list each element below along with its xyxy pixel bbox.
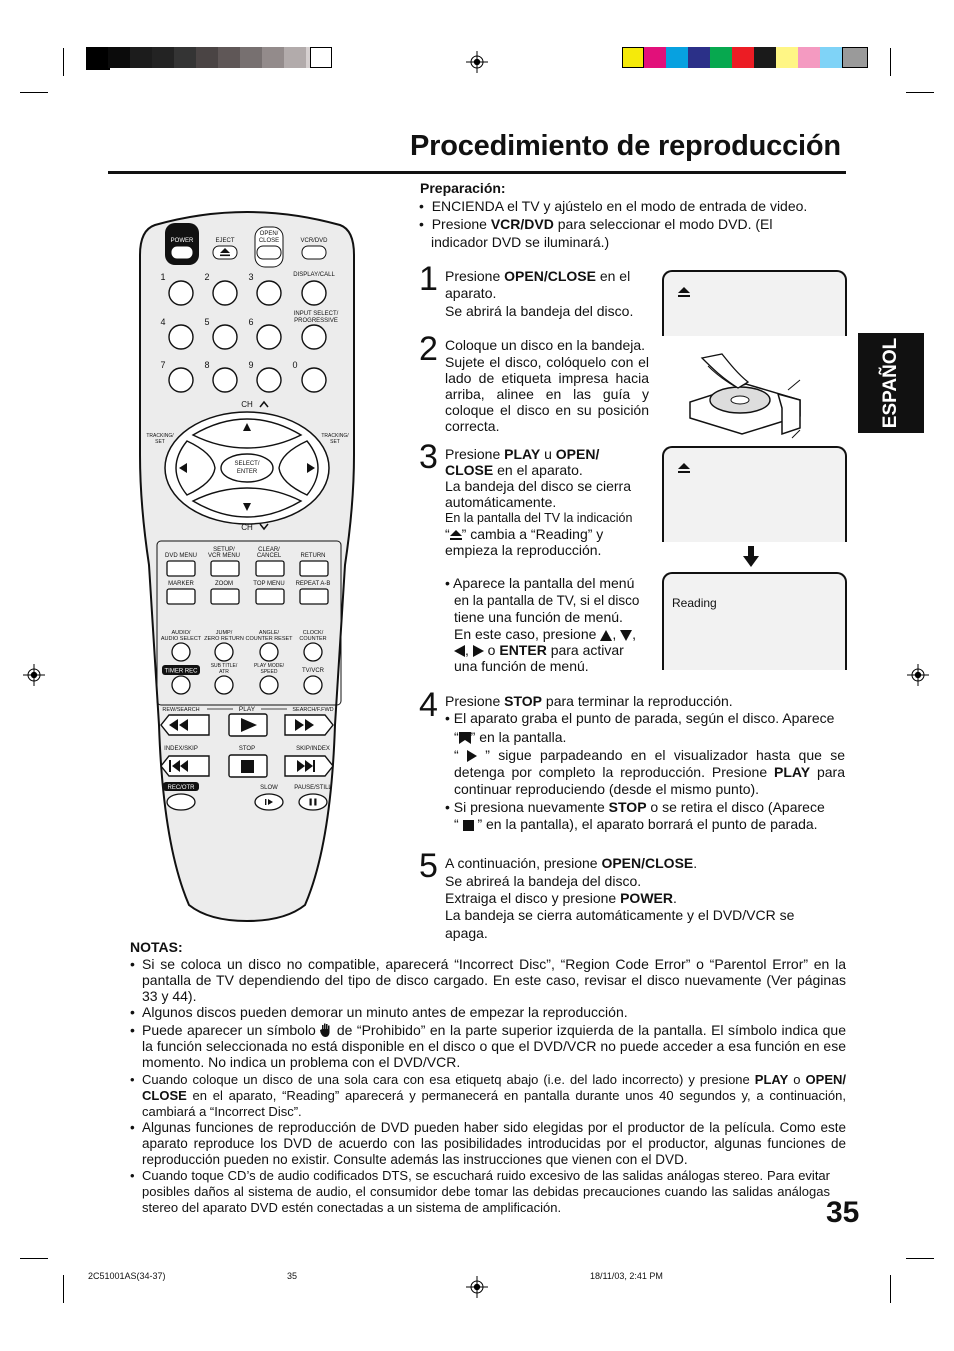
- digit-label: 5: [204, 317, 210, 327]
- setup-button[interactable]: [211, 561, 239, 576]
- tv-screen: [662, 572, 847, 670]
- step-3-menu-text: tiene una función de menú.: [454, 609, 623, 625]
- text: OPEN/CLOSE: [601, 855, 694, 871]
- step-3-text: [445, 446, 599, 463]
- step-3-menu-text: En este caso, presione , ,: [454, 626, 636, 642]
- disc-tray-illustration: [682, 350, 806, 440]
- down-arrow-icon: [620, 630, 632, 641]
- top-menu-label: TOP MENU: [253, 581, 285, 587]
- preparation-text: ENCIENDA el TV y ajústelo en el modo de entrada de video.: [431, 198, 808, 214]
- digit-label: 9: [248, 360, 254, 370]
- return-button[interactable]: [300, 561, 328, 576]
- step-3-text: En la pantalla del TV la indicación: [445, 511, 633, 525]
- dvd-menu-label: DVD MENU: [164, 553, 198, 559]
- text: Presione: [445, 693, 505, 709]
- step-2-text: lado de etiqueta impresa hacia: [445, 370, 649, 386]
- step-3-text: La bandeja del disco se cierra: [445, 478, 632, 494]
- digit-4-button[interactable]: [169, 325, 193, 349]
- step-2-text: correcta.: [445, 418, 500, 434]
- repeat-label: REPEAT A-B: [295, 581, 331, 587]
- remote-control: [135, 205, 360, 925]
- screen-text: Reading: [672, 596, 717, 610]
- language-tab: [858, 333, 924, 433]
- step-number: 4: [419, 686, 438, 724]
- stop-label: STOP: [238, 746, 256, 752]
- text: ” en la pantalla.: [470, 729, 567, 745]
- step-4-text: “ ” en la pantalla.: [454, 729, 567, 745]
- digit-label: 7: [160, 360, 166, 370]
- stop-icon: [463, 820, 474, 831]
- zoom-button[interactable]: [211, 589, 239, 604]
- note-text: Algunos discos pueden demorar un minuto antes de empezar la reproducción.: [142, 1004, 628, 1020]
- select-enter-button[interactable]: [221, 454, 273, 482]
- open-close-label: CLOSE: [258, 238, 280, 244]
- timer-rec-label: TIMER REC: [164, 668, 198, 675]
- page-number: 35: [826, 1196, 860, 1229]
- note-text: o: [788, 1072, 806, 1087]
- jump-label: ZERO RETURN: [204, 636, 244, 642]
- note-text: PLAY: [754, 1072, 789, 1087]
- note-text: OPEN/ CLOSE: [142, 1072, 846, 1103]
- language-tab-label: ESPAÑOL: [880, 337, 901, 429]
- tracking-label: TRACKING/: [146, 433, 174, 439]
- resume-marker-icon: [459, 732, 471, 744]
- text: PLAY: [774, 764, 811, 780]
- text: POWER: [620, 890, 673, 906]
- pause-label: PAUSE/STILL: [294, 785, 332, 791]
- input-select-label: PROGRESSIVE: [294, 318, 338, 324]
- step-3-text: automáticamente.: [445, 494, 557, 510]
- step-5-text: La bandeja se cierra automáticamente y el DVD/VCR se: [445, 907, 795, 923]
- notes-heading: NOTAS:: [130, 939, 183, 955]
- eject-icon: [678, 287, 690, 298]
- digit-label: 1: [160, 272, 166, 282]
- step-5-text: [445, 855, 697, 872]
- digit-label: 8: [204, 360, 210, 370]
- step-2-text: Coloque un disco en la bandeja.: [445, 337, 646, 353]
- step-4-text: [445, 799, 825, 816]
- step-2-text: Sujete el disco, colóquelo con el: [445, 354, 649, 370]
- digit-label: 0: [292, 360, 298, 370]
- text: .: [672, 890, 677, 906]
- eject-icon: [220, 255, 230, 257]
- marker-button[interactable]: [167, 589, 195, 604]
- digit-8-button[interactable]: [213, 368, 237, 392]
- dvd-menu-button[interactable]: [167, 561, 195, 576]
- skip-back-icon: [169, 760, 171, 772]
- text: para: [810, 764, 845, 780]
- tracking-label: TRACKING/: [321, 433, 349, 439]
- text: .: [693, 855, 698, 871]
- text: ” en la pantalla), el aparato borrará el punto de parada.: [477, 816, 818, 832]
- clock-label: COUNTER: [299, 636, 327, 642]
- registration-mark-icon: [907, 664, 929, 686]
- text: Extraiga el disco y presione: [445, 890, 621, 906]
- open-close-button[interactable]: [257, 246, 281, 259]
- note-text: de “Prohibido” en la parte superior izquierda de la pantalla. El símbolo indica que la función seleccionada no está disponible en el disco o que el DVD/VCR no puede acceder a esa función en ese momento. No indica un problema con el DVD/VCR.: [142, 1022, 846, 1070]
- text: • Si presiona nuevamente: [445, 799, 609, 815]
- skip-forward-icon: [313, 760, 315, 772]
- pause-icon: [314, 799, 316, 806]
- preparation-bullet: • Presione VCR/DVD para seleccionar el modo DVD. (El: [419, 216, 773, 232]
- text: “: [445, 526, 450, 542]
- text: ” cambia a “Reading” y: [461, 526, 604, 542]
- step-number: 1: [419, 260, 438, 298]
- digit-7-button[interactable]: [169, 368, 193, 392]
- up-arrow-icon: [600, 630, 612, 641]
- text: u: [540, 446, 556, 462]
- zoom-label: ZOOM: [215, 581, 233, 587]
- ch-down-label: CH: [241, 523, 253, 532]
- note-text: en el aparato, “Reading” aparecerá y permanecerá en pantalla durante unos 40 segundos y, a continuación, cambiará a “Incorrect Disc”.: [142, 1088, 846, 1119]
- jump-label: JUMP/: [215, 630, 233, 636]
- play-mode-label: PLAY MODE/: [253, 663, 285, 669]
- jump-button[interactable]: [215, 643, 233, 661]
- note-item: • Algunas funciones de reproducción de DVD pueden haber sido elegidas por el productor de la película. Como este aparato reproduce los DVD de acuerdo con las posibilidades introducidas por el productor, algunas funciones de reproducción pueden no existir. Consulte además las instrucciones que vienen con el DVD.: [130, 1120, 846, 1167]
- text: para terminar la reproducción.: [542, 693, 733, 709]
- text: ENTER: [499, 642, 547, 658]
- step-5-text: [445, 890, 677, 907]
- digit-label: 6: [248, 317, 254, 327]
- digit-label: 3: [248, 272, 254, 282]
- preparation-text: indicador DVD se iluminará.): [431, 234, 610, 250]
- note-text: Puede aparecer un símbolo: [142, 1022, 321, 1038]
- clock-label: CLOCK/: [302, 630, 324, 636]
- step-1-text: Se abrirá la bandeja del disco.: [445, 303, 634, 319]
- digit-0-button[interactable]: [302, 368, 326, 392]
- text: o: [483, 642, 500, 658]
- angle-button[interactable]: [260, 643, 278, 661]
- step-3-text: [445, 526, 603, 543]
- preparation-text: para seleccionar el modo DVD. (El: [553, 216, 773, 232]
- return-label: RETURN: [300, 553, 326, 559]
- tv-screen: [662, 446, 847, 542]
- power-label: POWER: [170, 238, 194, 244]
- text: o se retira el disco (Aparece: [646, 799, 825, 815]
- vcr-dvd-button[interactable]: [302, 246, 326, 259]
- note-item: • Puede aparecer un símbolo de “Prohibido” en la parte superior izquierda de la pantalla. El símbolo indica que la función seleccionada no está disponible en el disco o que el DVD/VCR no puede acceder a esa función en ese momento. No indica un problema con el DVD/VCR.: [130, 1022, 846, 1070]
- step-4-text: “ ” en la pantalla), el aparato borrará el punto de parada.: [454, 816, 818, 832]
- text: ” sigue parpadeando en el visualizador hasta que se: [485, 747, 845, 763]
- input-select-button[interactable]: [302, 325, 326, 349]
- text: detenga por completo la reproducción. Presione: [454, 764, 775, 780]
- step-3-menu-text: una función de menú.: [454, 658, 589, 674]
- text: A continuación, presione: [445, 855, 602, 871]
- repeat-button[interactable]: [300, 589, 328, 604]
- text: en el aparato.: [493, 462, 583, 478]
- play-icon: [467, 750, 477, 762]
- registration-mark-icon: [23, 664, 45, 686]
- angle-label: ANGLE/: [258, 630, 280, 636]
- digit-label: 4: [160, 317, 166, 327]
- digit-label: 2: [204, 272, 210, 282]
- text: Presione: [445, 446, 505, 462]
- rec-otr-button[interactable]: [167, 794, 195, 810]
- audio-label: AUDIO SELECT: [160, 636, 202, 642]
- step-2-text: coloque el disco en su posición: [445, 402, 649, 418]
- page-title: Procedimiento de reproducción: [410, 130, 841, 162]
- text: STOP: [608, 799, 647, 815]
- play-mode-button[interactable]: [260, 676, 278, 694]
- subtitle-label: SUB TITLE/: [210, 663, 238, 669]
- tv-vcr-label: TV/VCR: [301, 668, 325, 674]
- text: para activar: [546, 642, 624, 658]
- vcr-dvd-label: VCR/DVD: [300, 238, 328, 244]
- step-5-text: apaga.: [445, 925, 488, 941]
- clock-button[interactable]: [304, 643, 322, 661]
- input-select-label: INPUT SELECT/: [293, 311, 339, 317]
- tv-vcr-button[interactable]: [304, 676, 322, 694]
- step-number: 2: [419, 330, 438, 368]
- tracking-label: SET: [155, 439, 165, 445]
- eject-icon: [678, 463, 690, 474]
- registration-mark-icon: [466, 1276, 488, 1298]
- digit-2-button[interactable]: [213, 281, 237, 305]
- audio-button[interactable]: [172, 643, 190, 661]
- clear-label: CLEAR/: [258, 547, 280, 553]
- step-4-text: • El aparato graba el punto de parada, según el disco. Aparece: [445, 710, 835, 726]
- step-1-text: aparato.: [445, 285, 497, 301]
- registration-mark-icon: [466, 51, 488, 73]
- preparation-heading: Preparación:: [420, 180, 506, 196]
- right-arrow-icon: [473, 645, 484, 657]
- preparation-bullet: • ENCIENDA el TV y ajústelo en el modo de entrada de video.: [419, 198, 808, 214]
- text: OPEN/: [555, 446, 600, 462]
- digit-6-button[interactable]: [257, 325, 281, 349]
- marker-label: MARKER: [168, 581, 194, 587]
- slow-icon: [265, 799, 266, 805]
- text: PLAY: [504, 446, 541, 462]
- note-text: Algunas funciones de reproducción de DVD pueden haber sido elegidas por el productor de la película. Como este aparato reproduce los DVD de acuerdo con las posibilidades introducidas por el productor, algunas funciones de reproducción pueden no existir. Consulte además las instrucciones que vienen con el DVD.: [142, 1120, 846, 1167]
- ch-up-label: CH: [241, 400, 253, 409]
- subtitle-button[interactable]: [215, 676, 233, 694]
- power-button[interactable]: [171, 246, 193, 259]
- pause-icon: [310, 799, 312, 806]
- note-item: • Algunos discos pueden demorar un minuto antes de empezar la reproducción.: [130, 1004, 846, 1020]
- step-3-text: [445, 462, 583, 479]
- timer-rec-button[interactable]: [172, 676, 190, 694]
- step-1-text: [445, 268, 630, 285]
- stop-icon: [241, 760, 254, 773]
- clear-button[interactable]: [256, 561, 284, 576]
- angle-label: COUNTER RESET: [245, 636, 293, 642]
- step-3-menu-text: • Aparece la pantalla del menú: [445, 575, 635, 591]
- rew-label: REW/SEARCH: [162, 707, 200, 713]
- display-call-label: DISPLAY/CALL: [293, 272, 335, 278]
- step-2-text: arriba, alinee en las guía y: [445, 386, 649, 402]
- step-5-text: Se abrireá la bandeja del disco.: [445, 873, 642, 889]
- step-number: 5: [419, 847, 438, 885]
- digit-1-button[interactable]: [169, 281, 193, 305]
- text: OPEN/CLOSE: [504, 268, 596, 284]
- note-item: • Si se coloca un disco no compatible, aparecerá “Incorrect Disc”, “Region Code Error” o “Parentol Error” en la pantalla de TV dependiendo del tipo de disco cargado. En este caso, revisar el disco nuevamente (Ver páginas 33 y 44).: [130, 956, 846, 1004]
- text: En este caso, presione: [454, 626, 597, 642]
- step-4-text: [445, 693, 733, 710]
- play-label: PLAY: [238, 706, 256, 713]
- clear-label: CANCEL: [256, 553, 282, 559]
- prohibited-hand-icon: [320, 1023, 332, 1037]
- tracking-label: SET: [330, 439, 340, 445]
- text: STOP: [504, 693, 543, 709]
- note-item: • Cuando coloque un disco de una sola cara con esa etiquetq abajo (i.e. del lado incorrecto) y presione PLAY o OPEN/ CLOSE en el aparato, “Reading” aparecerá y permanecerá en pantalla durante unos 40 segundos y, a continuación, cambiará a “Incorrect Disc”.: [130, 1072, 846, 1119]
- eject-icon: [450, 530, 462, 541]
- subtitle-label: ATR: [219, 669, 229, 675]
- top-menu-button[interactable]: [256, 589, 284, 604]
- open-close-label: OPEN/: [259, 231, 279, 237]
- digit-3-button[interactable]: [257, 281, 281, 305]
- note-text: Si se coloca un disco no compatible, aparecerá “Incorrect Disc”, “Region Code Error” o “Parentol Error” en la pantalla de TV dependiendo del tipo de disco cargado. En este caso, revisar el disco nuevamente (Ver páginas 33 y 44).: [142, 956, 846, 1004]
- setup-label: SETUP/: [213, 547, 235, 553]
- ff-label: SEARCH/F.FWD: [292, 707, 334, 713]
- footer-date: 18/11/03, 2:41 PM: [590, 1271, 663, 1281]
- step-4-text: [454, 764, 845, 781]
- slow-label: SLOW: [260, 785, 278, 791]
- step-3-menu-text: en la pantalla de TV, si el disco: [454, 593, 640, 608]
- note-text: Cuando coloque un disco de una sola cara con esa etiquetq abajo (i.e. del lado incorrecto) y presione: [142, 1072, 755, 1087]
- preparation-text: Presione: [431, 216, 491, 232]
- step-4-text: “ ” sigue parpadeando en el visualizador hasta que se: [454, 747, 845, 763]
- note-item: • Cuando toque CD’s de audio codificados DTS, se escuchará ruido excesivo de las salidas análogas stereo. Para evitar posibles daños al sistema de audio, el consumidor debe tomar las debidas precauciones cuando las salidas análogas stereo del aparato DVD estén conectadas a un sistema de amplificación.: [130, 1168, 830, 1215]
- play-mode-label: SPEED: [260, 669, 278, 675]
- text: CLOSE: [445, 462, 494, 478]
- rec-otr-label: REC/OTR: [167, 785, 195, 791]
- tv-screen: [662, 270, 847, 336]
- text: Presione: [445, 268, 505, 284]
- footer-page: 35: [287, 1271, 298, 1281]
- pause-button[interactable]: [299, 794, 327, 810]
- note-text: Cuando toque CD’s de audio codificados DTS, se escuchará ruido excesivo de las salidas análogas stereo. Para evitar posibles daños al sistema de audio, el consumidor debe tomar las debidas precauciones cuando las salidas análogas stereo del aparato DVD estén conectadas a un sistema de amplificación.: [142, 1168, 830, 1215]
- text: en el: [595, 268, 631, 284]
- title-rule: [108, 171, 846, 174]
- display-call-button[interactable]: [302, 281, 326, 305]
- step-3-text: empieza la reproducción.: [445, 542, 602, 558]
- select-enter-label: SELECT/: [234, 461, 260, 467]
- preparation-text: VCR/DVD: [490, 216, 554, 232]
- text: ,: [465, 642, 469, 658]
- step-3-menu-text: [454, 642, 624, 659]
- footer-code: 2C51001AS(34-37): [88, 1271, 166, 1281]
- setup-label: VCR MENU: [207, 553, 241, 559]
- audio-label: AUDIO/: [171, 630, 191, 636]
- digit-9-button[interactable]: [257, 368, 281, 392]
- left-arrow-icon: [454, 645, 465, 657]
- index-skip-label: INDEX/SKIP: [164, 746, 198, 752]
- step-number: 3: [419, 438, 438, 476]
- eject-label: EJECT: [215, 238, 235, 244]
- select-enter-label: ENTER: [236, 469, 258, 475]
- down-arrow-icon: [743, 546, 759, 568]
- step-4-text: continuar reproduciendo (desde el mismo punto).: [454, 781, 760, 797]
- digit-5-button[interactable]: [213, 325, 237, 349]
- skip-index-label: SKIP/INDEX: [296, 746, 330, 752]
